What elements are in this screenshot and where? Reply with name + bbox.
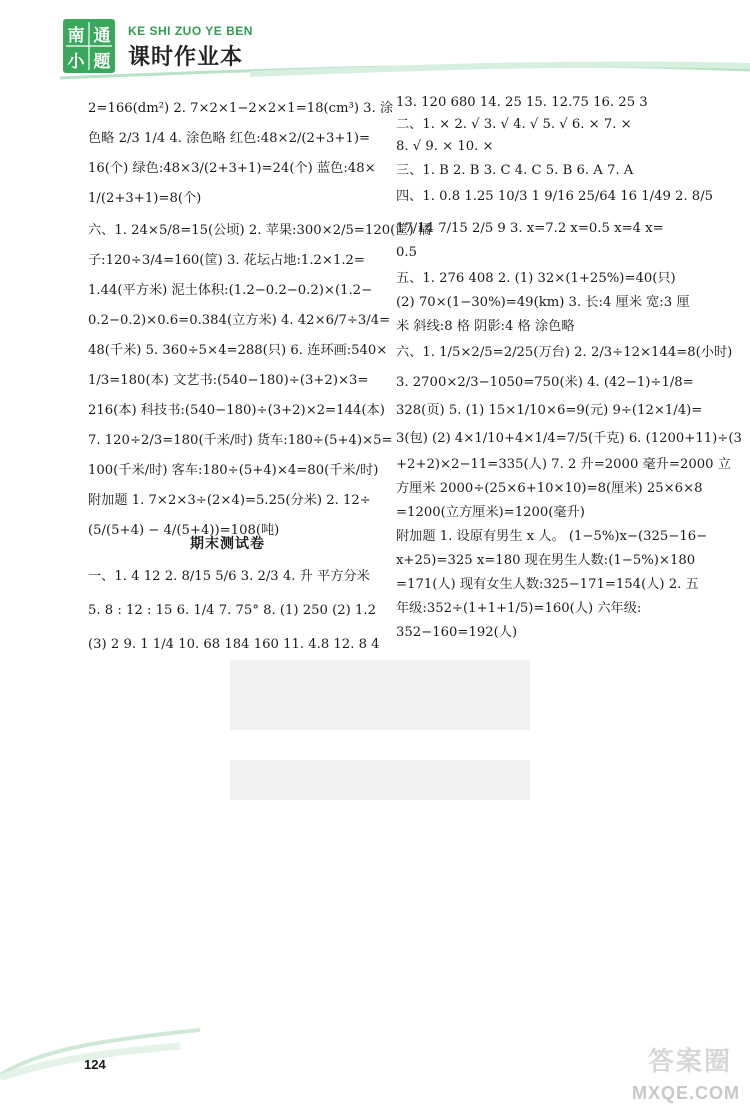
answer-line: 100(千米/时) 客车:180÷(5+4)×4=80(千米/时) xyxy=(88,463,379,478)
answer-line: (2) 70×(1−30%)=49(km) 3. 长:4 厘米 宽:3 厘 xyxy=(396,295,690,310)
answer-line: =1200(立方厘米)=1200(毫升) xyxy=(396,505,585,520)
answer-line: 四、1. 0.8 1.25 10/3 1 9/16 25/64 16 1/49 2. 8/5 xyxy=(396,189,714,204)
answer-line: 子:120÷3/4=160(筐) 3. 花坛占地:1.2×1.2= xyxy=(88,253,365,268)
answer-line: 17/14 7/15 2/5 9 3. x=7.2 x=0.5 x=4 x= xyxy=(396,221,664,236)
answer-line: (5/(5+4) − 4/(5+4))=108(吨) xyxy=(88,523,280,538)
logo-char: 题 xyxy=(93,52,111,72)
answer-line: 8. √ 9. × 10. × xyxy=(396,139,494,154)
logo-icon xyxy=(62,18,116,74)
watermark-url: MXQE.COM xyxy=(631,1083,740,1103)
logo-char: 小 xyxy=(67,52,85,72)
answer-line: 年级:352÷(1+1+1/5)=160(人) 六年级: xyxy=(396,601,642,616)
watermark-logo-text: 答案圈 xyxy=(647,1047,732,1077)
answer-line: 7. 120÷2/3=180(千米/时) 货车:180÷(5+4)×5= xyxy=(88,433,393,448)
answer-line: 328(页) 5. (1) 15×1/10×6=9(元) 9÷(12×1/4)= xyxy=(396,403,703,418)
answer-line: 1.44(平方米) 泥土体积:(1.2−0.2−0.2)×(1.2− xyxy=(88,283,373,298)
answer-line: 0.2−0.2)×0.6=0.384(立方米) 4. 42×6/7÷3/4= xyxy=(88,313,391,328)
answer-line: 附加题 1. 设原有男生 x 人。 (1−5%)x−(325−16− xyxy=(396,529,708,544)
answer-line: 3. 2700×2/3−1050=750(米) 4. (42−1)÷1/8= xyxy=(396,375,694,390)
answer-line: 216(本) 科技书:(540−180)÷(3+2)×2=144(本) xyxy=(88,403,385,418)
answer-line: 352−160=192(人) xyxy=(396,625,518,640)
answer-line: 3(包) (2) 4×1/10+4×1/4=7/5(千克) 6. (1200+11)÷(3 xyxy=(396,431,742,446)
answer-line: (3) 2 9. 1 1/4 10. 68 184 160 11. 4.8 12. 8 4 xyxy=(88,637,380,652)
answer-line: 13. 120 680 14. 25 15. 12.75 16. 25 3 xyxy=(396,95,648,110)
answer-line: 1/(2+3+1)=8(个) xyxy=(88,191,202,206)
answer-line: 一、1. 4 12 2. 8/15 5/6 3. 2/3 4. 升 平方分米 xyxy=(88,569,370,584)
answer-line: +2+2)×2−11=335(人) 7. 2 升=2000 毫升=2000 立 xyxy=(396,457,731,472)
logo-char: 通 xyxy=(93,26,111,46)
answer-line: 方厘米 2000÷(25×6+10×10)=8(厘米) 25×6×8 xyxy=(396,481,703,496)
answer-line: 五、1. 276 408 2. (1) 32×(1+25%)=40(只) xyxy=(396,271,676,286)
answer-line: x+25)=325 x=180 现在男生人数:(1−5%)×180 xyxy=(396,553,696,568)
answer-line: 米 斜线:8 格 阴影:4 格 涂色略 xyxy=(396,319,575,334)
page-header xyxy=(0,0,750,95)
answer-line: 六、1. 1/5×2/5=2/25(万台) 2. 2/3÷12×144=8(小时) xyxy=(396,345,733,360)
answer-line: 48(千米) 5. 360÷5×4=288(只) 6. 连环画:540× xyxy=(88,343,388,358)
answer-line: 附加题 1. 7×2×3÷(2×4)=5.25(分米) 2. 12÷ xyxy=(88,493,371,508)
answer-line: 2=166(dm²) 2. 7×2×1−2×2×1=18(cm³) 3. 涂 xyxy=(88,101,394,116)
brand-title: 课时作业本 xyxy=(128,45,244,70)
answer-line: 5. 8 : 12 : 15 6. 1/4 7. 75° 8. (1) 250 (2) 1.2 xyxy=(88,603,376,618)
page-number: 124 xyxy=(84,1057,106,1072)
answer-line: 1/3=180(本) 文艺书:(540−180)÷(3+2)×3= xyxy=(88,373,369,388)
answer-line: 六、1. 24×5/8=15(公顷) 2. 苹果:300×2/5=120(筐) 橘 xyxy=(88,223,432,238)
logo-char: 南 xyxy=(67,26,85,46)
brand-english: KE SHI ZUO YE BEN xyxy=(128,24,253,38)
section-title: 期末测试卷 xyxy=(190,536,265,552)
background-ghost-decoration xyxy=(230,660,530,820)
answer-line: =171(人) 现有女生人数:325−171=154(人) 2. 五 xyxy=(396,577,699,592)
answer-line: 16(个) 绿色:48×3/(2+3+1)=24(个) 蓝色:48× xyxy=(88,161,376,176)
answer-line: 二、1. × 2. √ 3. √ 4. √ 5. √ 6. × 7. × xyxy=(396,117,632,132)
answer-line: 三、1. B 2. B 3. C 4. C 5. B 6. A 7. A xyxy=(396,163,634,178)
answer-line: 0.5 xyxy=(396,245,417,260)
answer-line: 色略 2/3 1/4 4. 涂色略 红色:48×2/(2+3+1)= xyxy=(88,131,371,146)
